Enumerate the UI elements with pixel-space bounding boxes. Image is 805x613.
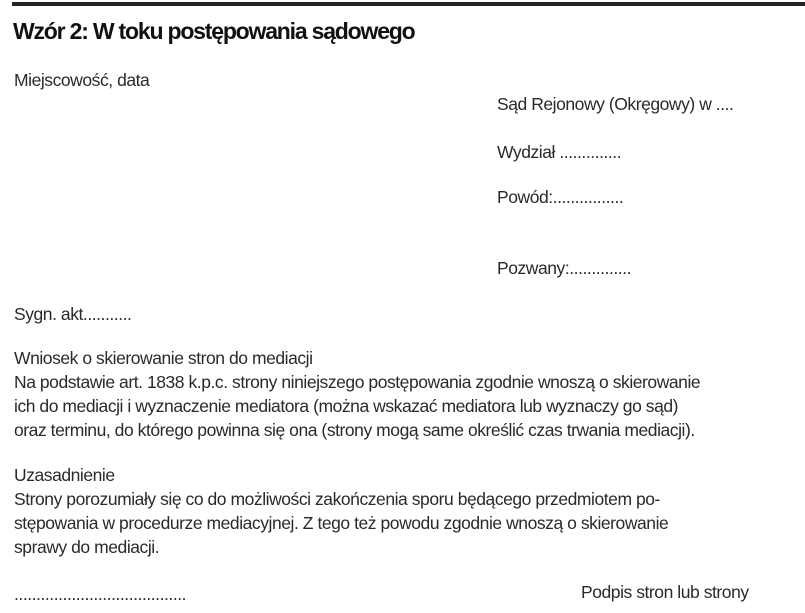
place-date: Miejscowość, data — [14, 70, 150, 90]
top-rule — [12, 2, 805, 6]
justification-heading: Uzasadnienie — [14, 465, 115, 485]
court-field: Sąd Rejonowy (Okręgowy) w .... — [497, 94, 734, 114]
defendant-field: Pozwany:.............. — [497, 258, 632, 278]
document-title: Wzór 2: W toku postępowania sądowego — [13, 18, 415, 44]
motion-heading: Wniosek o skierowanie stron do mediacji — [14, 348, 313, 368]
justification-line: sprawy do mediacji. — [14, 537, 160, 557]
signature-line: ....................................... — [14, 584, 187, 604]
case-number: Sygn. akt........... — [14, 304, 132, 324]
justification-line: stępowania w procedurze mediacyjnej. Z tego też powodu zgodnie wnoszą o skierowanie — [14, 513, 669, 533]
justification-line: Strony porozumiały się co do możliwości zakończenia sporu będącego przedmiotem po- — [14, 489, 660, 509]
signature-label: Podpis stron lub strony — [581, 582, 749, 602]
motion-line: ich do mediacji i wyznaczenie mediatora (można wskazać mediatora lub wyznaczy go sąd) — [14, 396, 679, 416]
motion-line: Na podstawie art. 1838 k.p.c. strony niniejszego postępowania zgodnie wnoszą o skierowanie — [14, 372, 701, 392]
motion-line: oraz terminu, do którego powinna się ona (strony mogą same określić czas trwania mediacji). — [14, 420, 695, 440]
division-field: Wydział .............. — [497, 142, 622, 162]
motion-section — [14, 346, 700, 442]
plaintiff-field: Powód:................ — [497, 187, 624, 207]
justification-section — [14, 463, 668, 559]
